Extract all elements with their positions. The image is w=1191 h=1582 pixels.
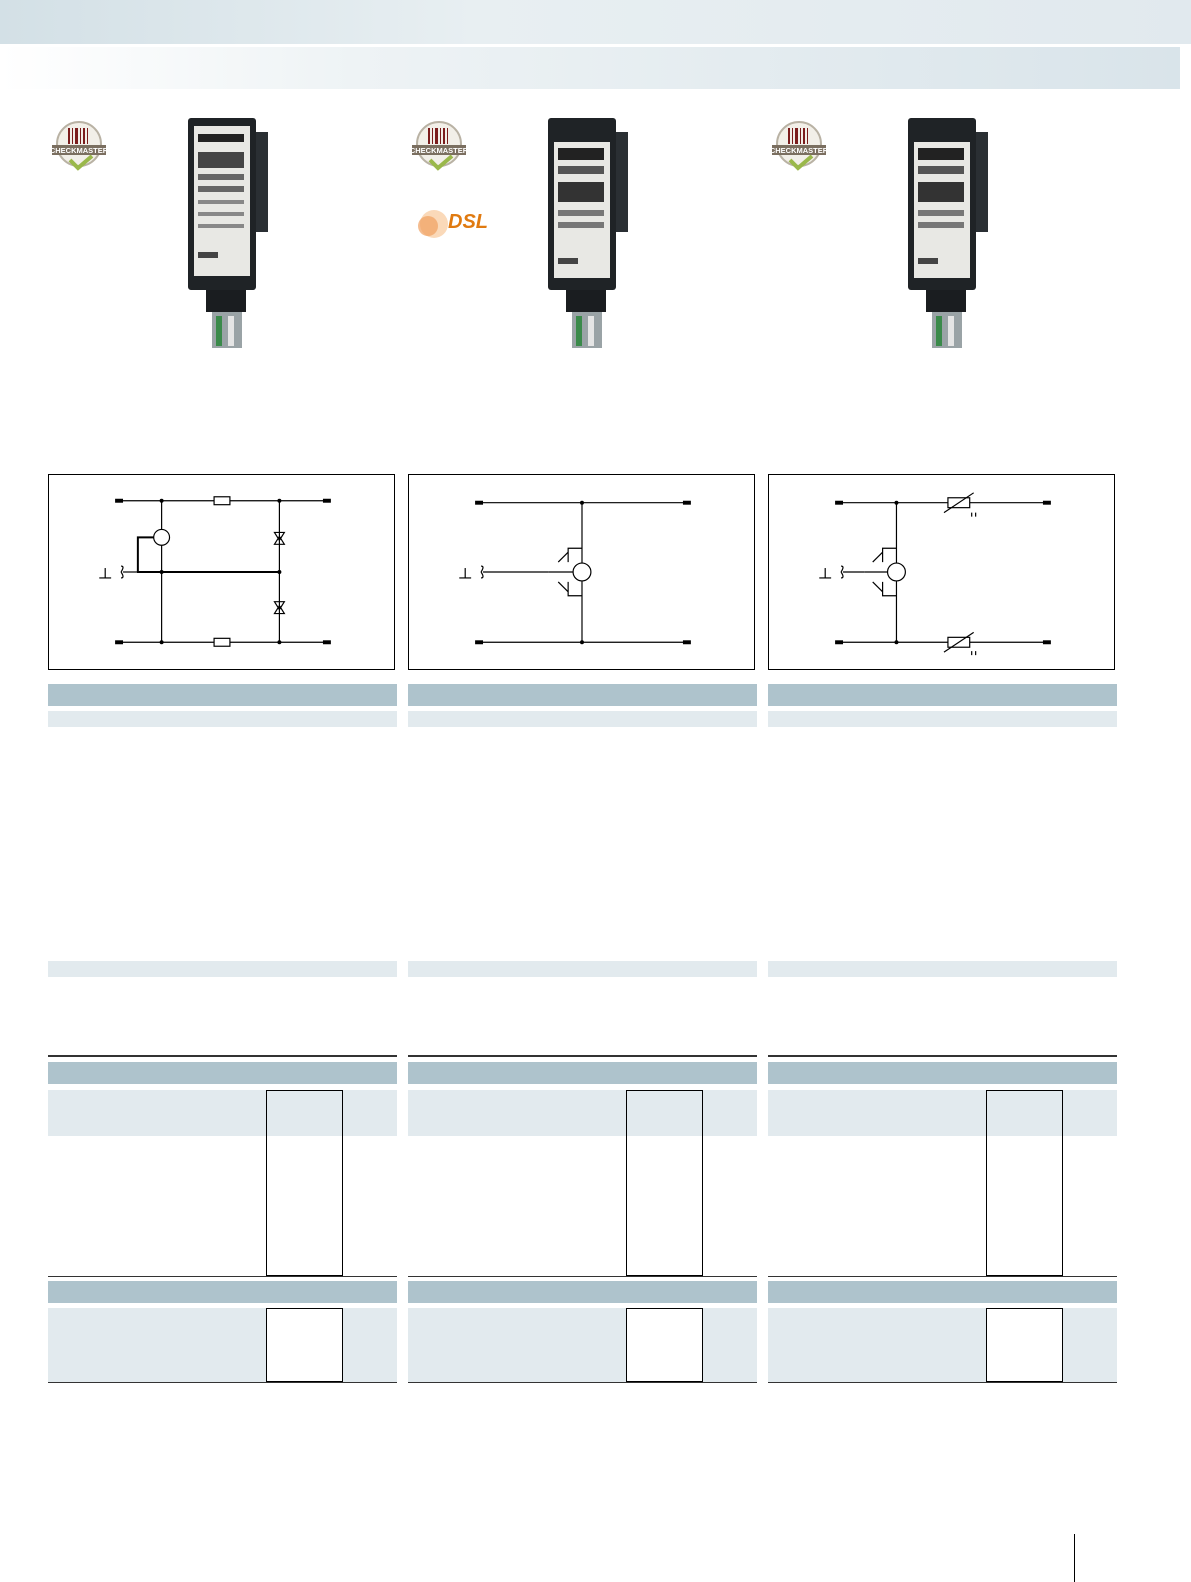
section-subheader (48, 961, 397, 977)
accessories-header (768, 1281, 1117, 1303)
checkmaster-label: CHECKMASTER (410, 146, 468, 155)
product-photo-3 (896, 112, 1006, 372)
table-rule (768, 1382, 1117, 1383)
circuit-diagram-3 (768, 474, 1115, 670)
product-part-number (176, 112, 180, 113)
section-subheader (408, 711, 757, 727)
circuit-diagram-2 (408, 474, 755, 670)
accessories-row-shaded (408, 1308, 757, 1382)
accessories-row-shaded (48, 1308, 397, 1382)
section-header (408, 684, 757, 706)
product-column-1 (48, 0, 397, 1582)
accessories-row-shaded (768, 1308, 1117, 1382)
checkmaster-badge-icon (50, 118, 108, 176)
product-photo-2 (536, 112, 646, 372)
checkmaster-label: CHECKMASTER (770, 146, 828, 155)
section-subheader (768, 711, 1117, 727)
table-rule (768, 1055, 1117, 1057)
circuit-diagram-1 (48, 474, 395, 670)
ordering-row-shaded (48, 1090, 397, 1136)
table-rule (408, 1382, 757, 1383)
accessories-header (408, 1281, 757, 1303)
table-rule (408, 1276, 757, 1277)
ordering-value-box (266, 1090, 343, 1276)
dsl-label: DSL (448, 211, 488, 233)
ordering-row-shaded (768, 1090, 1117, 1136)
accessories-header (48, 1281, 397, 1303)
table-rule (408, 1055, 757, 1057)
table-rule (48, 1276, 397, 1277)
accessories-value-box (266, 1308, 343, 1382)
product-photo-1 (176, 112, 286, 372)
product-part-number (536, 112, 540, 113)
checkmaster-badge-icon (410, 118, 468, 176)
page-footer-divider (1074, 1534, 1075, 1582)
ordering-header (48, 1062, 397, 1084)
ordering-header (408, 1062, 757, 1084)
section-subheader (768, 961, 1117, 977)
table-rule (48, 1382, 397, 1383)
section-header (768, 684, 1117, 706)
checkmaster-badge-icon (770, 118, 828, 176)
ordering-header (768, 1062, 1117, 1084)
checkmaster-label: CHECKMASTER (50, 146, 108, 155)
section-subheader (408, 961, 757, 977)
table-rule (48, 1055, 397, 1057)
product-column-3 (768, 0, 1117, 1582)
ordering-value-box (626, 1090, 703, 1276)
table-rule (768, 1276, 1117, 1277)
accessories-value-box (986, 1308, 1063, 1382)
product-column-2 (408, 0, 757, 1582)
section-subheader (48, 711, 397, 727)
product-part-number (896, 112, 900, 113)
dsl-logo-icon (410, 204, 490, 242)
ordering-value-box (986, 1090, 1063, 1276)
accessories-value-box (626, 1308, 703, 1382)
ordering-row-shaded (408, 1090, 757, 1136)
section-header (48, 684, 397, 706)
